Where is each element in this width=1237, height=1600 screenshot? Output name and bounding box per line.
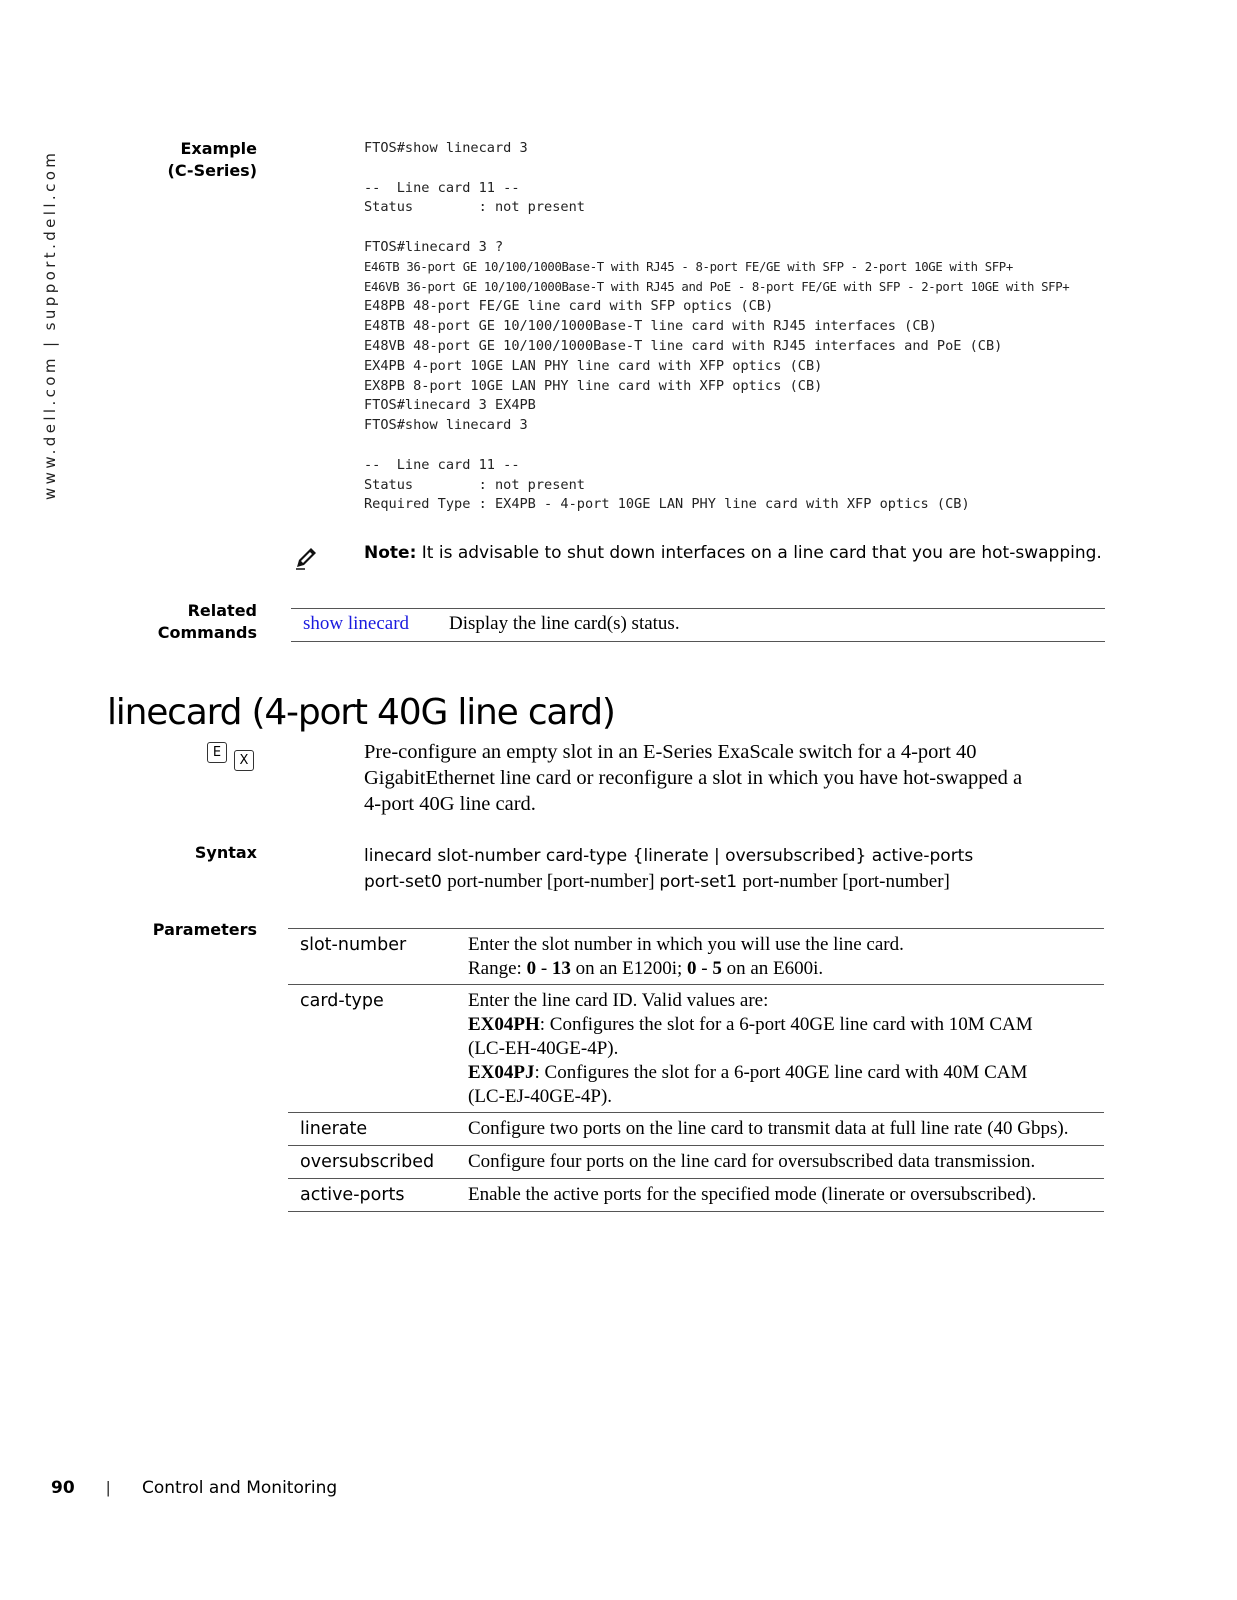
- syntax-token: port-set0: [364, 872, 448, 892]
- syntax-token: port-number: [447, 871, 543, 892]
- param-row-slot-number: [288, 929, 1104, 985]
- syntax-token: ]: [943, 871, 950, 892]
- syntax-line-1: linecard slot-number card-type {linerate | oversubscribed} active-ports: [364, 846, 974, 866]
- note-body: It is advisable to shut down interfaces on a line card that you are hot-swapping.: [416, 543, 1102, 563]
- code-line: -- Line card 11 --: [364, 179, 520, 196]
- param-row-active-ports: [288, 1179, 1104, 1212]
- example-code-block: [364, 139, 1069, 515]
- param-desc-line: EX04PJ: Configures the slot for a 6-port 40GE line card with 40M CAM: [468, 1062, 1028, 1083]
- syntax-label: Syntax: [194, 843, 257, 862]
- syntax-token: [: [837, 871, 849, 892]
- param-description: [468, 1150, 1104, 1175]
- page-title: linecard (4-port 40G line card): [107, 692, 615, 733]
- param-description: [468, 1183, 1104, 1208]
- related-commands-table: [291, 608, 1105, 642]
- syntax-token: port-number: [742, 871, 838, 892]
- code-line: E46VB 36-port GE 10/100/1000Base-T with RJ45 and PoE - 8-port FE/GE with SFP - 2-port 10GE with SFP+: [364, 279, 1070, 294]
- param-desc-line: (LC-EH-40GE-4P).: [468, 1038, 619, 1059]
- example-label-line2: (C-Series): [167, 161, 257, 180]
- param-desc-line: Configure four ports on the line card for oversubscribed data transmission.: [468, 1151, 1036, 1172]
- param-desc-line: Enable the active ports for the specified mode (linerate or oversubscribed).: [468, 1184, 1037, 1205]
- param-desc-line: Enter the slot number in which you will use the line card.: [468, 934, 904, 955]
- show-linecard-link[interactable]: show linecard: [303, 613, 410, 634]
- related-commands-label: [158, 600, 257, 644]
- param-desc-line: (LC-EJ-40GE-4P).: [468, 1086, 613, 1107]
- command-description: [364, 739, 1104, 817]
- code-line: FTOS#linecard 3 EX4PB: [364, 397, 536, 414]
- side-url: www.dell.com | support.dell.com: [41, 149, 59, 500]
- param-name: linerate: [300, 1119, 368, 1139]
- param-name: slot-number: [300, 935, 407, 955]
- code-line: E48TB 48-port GE 10/100/1000Base-T line card with RJ45 interfaces (CB): [364, 318, 937, 335]
- note-label: Note:: [364, 543, 417, 563]
- param-name: oversubscribed: [300, 1152, 435, 1172]
- platform-letter-x: X: [234, 750, 254, 771]
- parameters-label: Parameters: [152, 920, 257, 939]
- param-description: [468, 1117, 1104, 1142]
- syntax-token: ]: [648, 871, 660, 892]
- example-label: [168, 138, 258, 182]
- param-name: active-ports: [300, 1185, 405, 1205]
- footer-section-title: Control and Monitoring: [142, 1478, 338, 1498]
- related-label-line2: Commands: [157, 623, 257, 642]
- example-label-line1: Example: [180, 139, 257, 158]
- footer-separator: |: [106, 1478, 111, 1497]
- code-line: Status : not present: [364, 476, 585, 493]
- code-line: Status : not present: [364, 199, 585, 216]
- param-name: card-type: [300, 991, 384, 1011]
- parameters-table: [288, 928, 1104, 1212]
- description-line: 4-port 40G line card.: [364, 793, 536, 815]
- param-desc-line: EX04PH: Configures the slot for a 6-port 40GE line card with 10M CAM: [468, 1014, 1033, 1035]
- platform-letter-e: E: [207, 742, 227, 763]
- pencil-note-icon: [293, 545, 319, 571]
- related-label-line1: Related: [187, 601, 257, 620]
- code-line: E48VB 48-port GE 10/100/1000Base-T line card with RJ45 interfaces and PoE (CB): [364, 337, 1003, 354]
- code-line: FTOS#show linecard 3: [364, 417, 528, 434]
- description-line: Pre-configure an empty slot in an E-Series ExaScale switch for a 4-port 40: [364, 741, 977, 763]
- param-description: [468, 933, 1104, 981]
- param-desc-line: Range: 0 - 13 on an E1200i; 0 - 5 on an E600i.: [468, 958, 824, 979]
- syntax-token: port-number: [848, 871, 944, 892]
- code-line: E46TB 36-port GE 10/100/1000Base-T with RJ45 - 8-port FE/GE with SFP - 2-port 10GE with SFP+: [364, 259, 1013, 274]
- related-command-description: Display the line card(s) status.: [449, 613, 680, 634]
- syntax-token: [: [542, 871, 554, 892]
- param-description: [468, 989, 1104, 1109]
- param-desc-line: Configure two ports on the line card to transmit data at full line rate (40 Gbps).: [468, 1118, 1069, 1139]
- syntax-line-2: [364, 869, 1124, 895]
- code-line: Required Type : EX4PB - 4-port 10GE LAN PHY line card with XFP optics (CB): [364, 496, 970, 513]
- description-line: GigabitEthernet line card or reconfigure a slot in which you have hot-swapped a: [364, 767, 1023, 789]
- page-number: 90: [51, 1478, 75, 1498]
- param-row-linerate: [288, 1113, 1104, 1146]
- code-line: E48PB 48-port FE/GE line card with SFP optics (CB): [364, 298, 774, 315]
- note-text: [364, 541, 1124, 565]
- code-line: EX8PB 8-port 10GE LAN PHY line card with XFP optics (CB): [364, 377, 823, 394]
- param-row-oversubscribed: [288, 1146, 1104, 1179]
- syntax-token: port-number: [553, 871, 649, 892]
- param-row-card-type: [288, 985, 1104, 1113]
- syntax-block: [364, 843, 1124, 895]
- code-line: -- Line card 11 --: [364, 456, 520, 473]
- code-line: FTOS#show linecard 3: [364, 140, 528, 156]
- syntax-token: port-set1: [659, 872, 743, 892]
- param-desc-line: Enter the line card ID. Valid values are:: [468, 990, 769, 1011]
- code-line: FTOS#linecard 3 ?: [364, 238, 504, 255]
- code-line: EX4PB 4-port 10GE LAN PHY line card with XFP optics (CB): [364, 357, 823, 374]
